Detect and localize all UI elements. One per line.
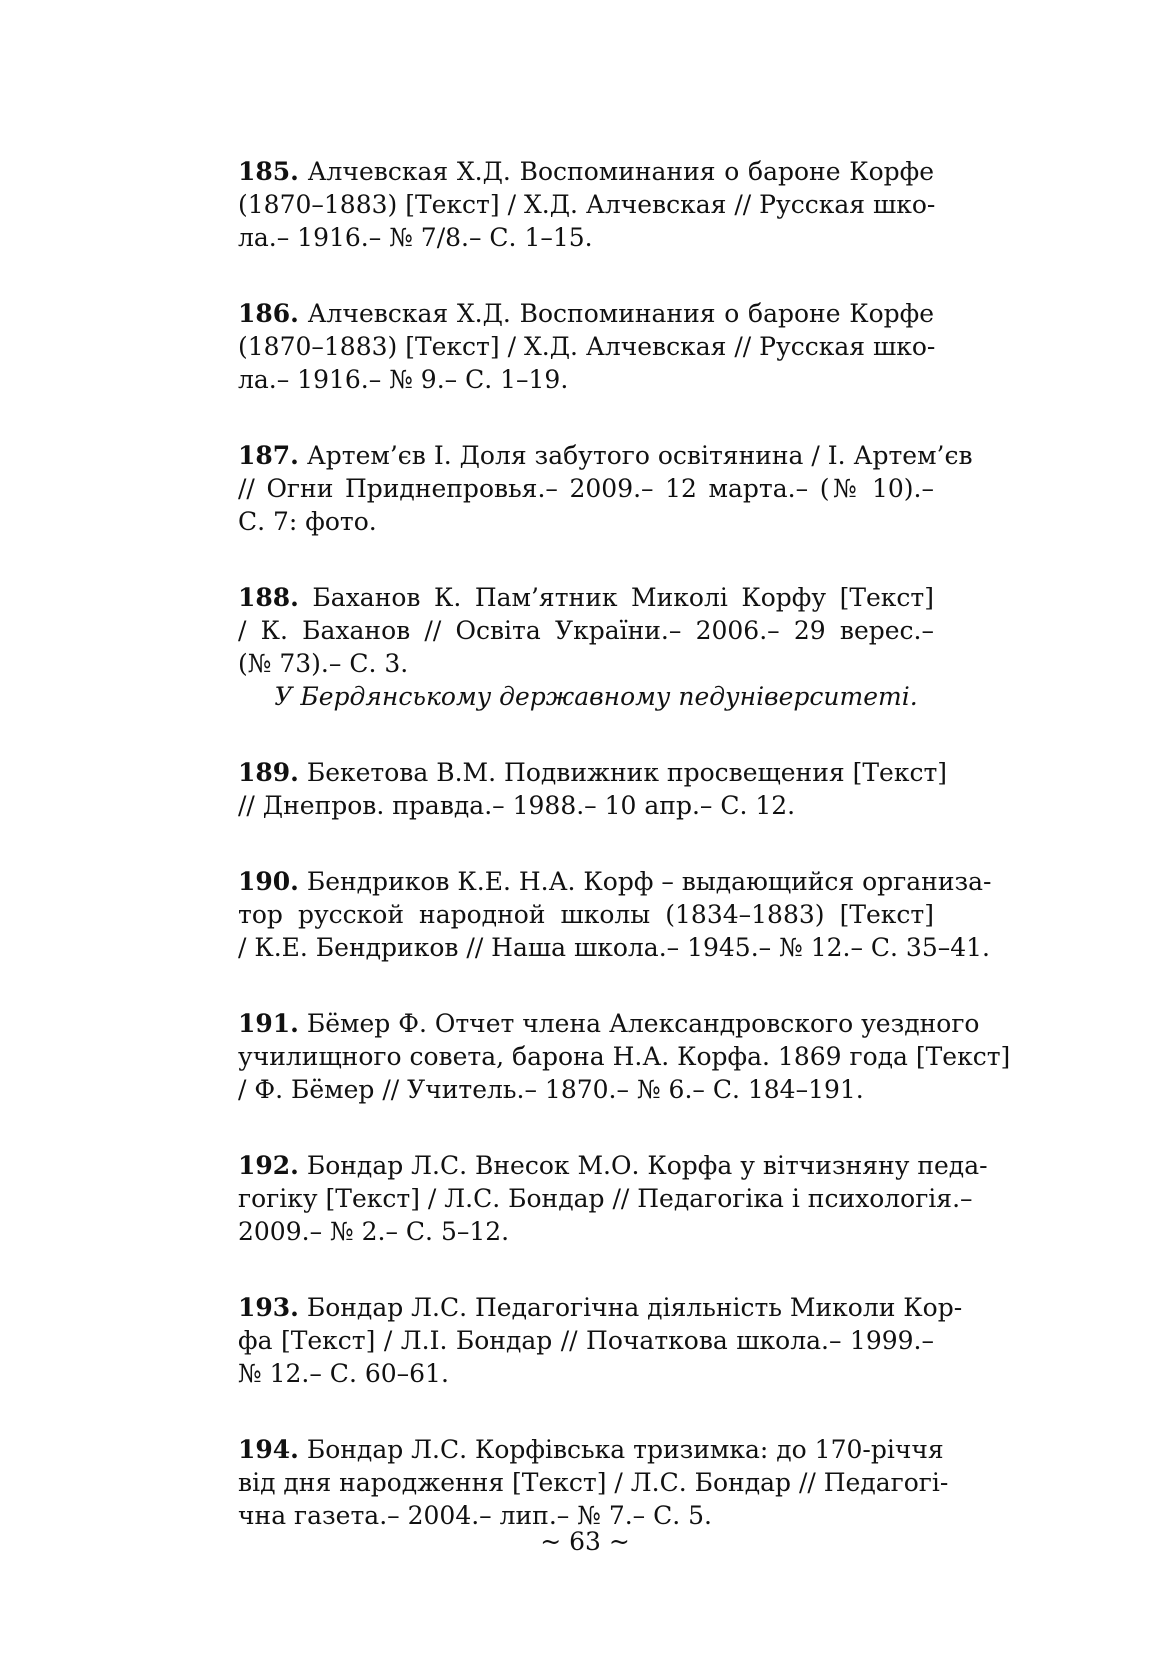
entry-text: С. 7: фото. (238, 507, 377, 536)
entry-text: // Днепров. правда.– 1988.– 10 апр.– С. 12. (238, 791, 796, 820)
entry-text: чна газета.– 2004.– лип.– № 7.– С. 5. (238, 1501, 712, 1530)
page-number: ~ 63 ~ (540, 1527, 630, 1556)
entry-text: Бёмер Ф. Отчет члена Александровского уездного (298, 1009, 980, 1038)
entry-text: Артем’єв І. Доля забутого освітянина / І. Артем’єв (298, 441, 973, 470)
entry-text: тор русской народной школы (1834–1883) [Текст] (238, 900, 934, 929)
entry-text: фа [Текст] / Л.І. Бондар // Початкова школа.– 1999.– (238, 1326, 934, 1355)
entry-text: Баханов К. Пам’ятник Миколі Корфу [Текст] (298, 583, 934, 612)
bibliography-entry (238, 581, 934, 713)
entry-text: (1870–1883) [Текст] / Х.Д. Алчевская // Русская шко- (238, 332, 936, 361)
bibliography-entry (238, 439, 973, 538)
entry-text: гогіку [Текст] / Л.С. Бондар // Педагогіка і психологія.– (238, 1184, 973, 1213)
bibliography-entry (238, 297, 934, 396)
entry-text: 2009.– № 2.– С. 5–12. (238, 1217, 510, 1246)
entry-text: училищного совета, барона Н.А. Корфа. 1869 года [Текст] (238, 1042, 1011, 1071)
entry-note: У Бердянському державному педуніверситеті. (274, 682, 918, 711)
bibliography-entry (238, 1433, 949, 1532)
entry-text: Бондар Л.С. Внесок М.О. Корфа у вітчизняну педа- (298, 1151, 988, 1180)
entry-text: № 12.– С. 60–61. (238, 1359, 449, 1388)
entry-text: Алчевская Х.Д. Воспоминания о бароне Корфе (298, 157, 934, 186)
entry-text: Алчевская Х.Д. Воспоминания о бароне Корфе (298, 299, 934, 328)
entry-number: 188. (238, 583, 299, 612)
entry-number: 190. (238, 867, 299, 896)
bibliography-entry (238, 1291, 963, 1390)
bibliography-list (238, 155, 1011, 1575)
entry-text: Бекетова В.М. Подвижник просвещения [Текст] (298, 758, 948, 787)
entry-text: / К.Е. Бендриков // Наша школа.– 1945.– № 12.– С. 35–41. (238, 933, 991, 962)
entry-number: 191. (238, 1009, 299, 1038)
entry-text: від дня народження [Текст] / Л.С. Бондар // Педагогі- (238, 1468, 949, 1497)
entry-text: ла.– 1916.– № 9.– С. 1–19. (238, 365, 569, 394)
bibliography-entry (238, 756, 948, 822)
bibliography-entry (238, 1149, 988, 1248)
bibliography-entry (238, 1007, 1011, 1106)
entry-text: ла.– 1916.– № 7/8.– С. 1–15. (238, 223, 593, 252)
bibliography-entry (238, 865, 992, 964)
entry-number: 189. (238, 758, 299, 787)
entry-number: 194. (238, 1435, 299, 1464)
entry-number: 193. (238, 1293, 299, 1322)
entry-text: Бондар Л.С. Педагогічна діяльність Миколи Кор- (298, 1293, 963, 1322)
entry-text: (№ 73).– С. 3. (238, 649, 409, 678)
entry-text: / Ф. Бёмер // Учитель.– 1870.– № 6.– С. 184–191. (238, 1075, 864, 1104)
entry-text: (1870–1883) [Текст] / Х.Д. Алчевская // Русская шко- (238, 190, 936, 219)
entry-number: 186. (238, 299, 299, 328)
bibliography-entry (238, 155, 934, 254)
entry-number: 187. (238, 441, 299, 470)
entry-text: Бендриков К.Е. Н.А. Корф – выдающийся организа- (298, 867, 992, 896)
entry-number: 192. (238, 1151, 299, 1180)
entry-text: / К. Баханов // Освіта України.– 2006.– 29 верес.– (238, 616, 934, 645)
entry-text: Бондар Л.С. Корфівська тризимка: до 170-річчя (298, 1435, 944, 1464)
entry-text: // Огни Приднепровья.– 2009.– 12 марта.– (№ 10).– (238, 474, 934, 503)
entry-number: 185. (238, 157, 299, 186)
